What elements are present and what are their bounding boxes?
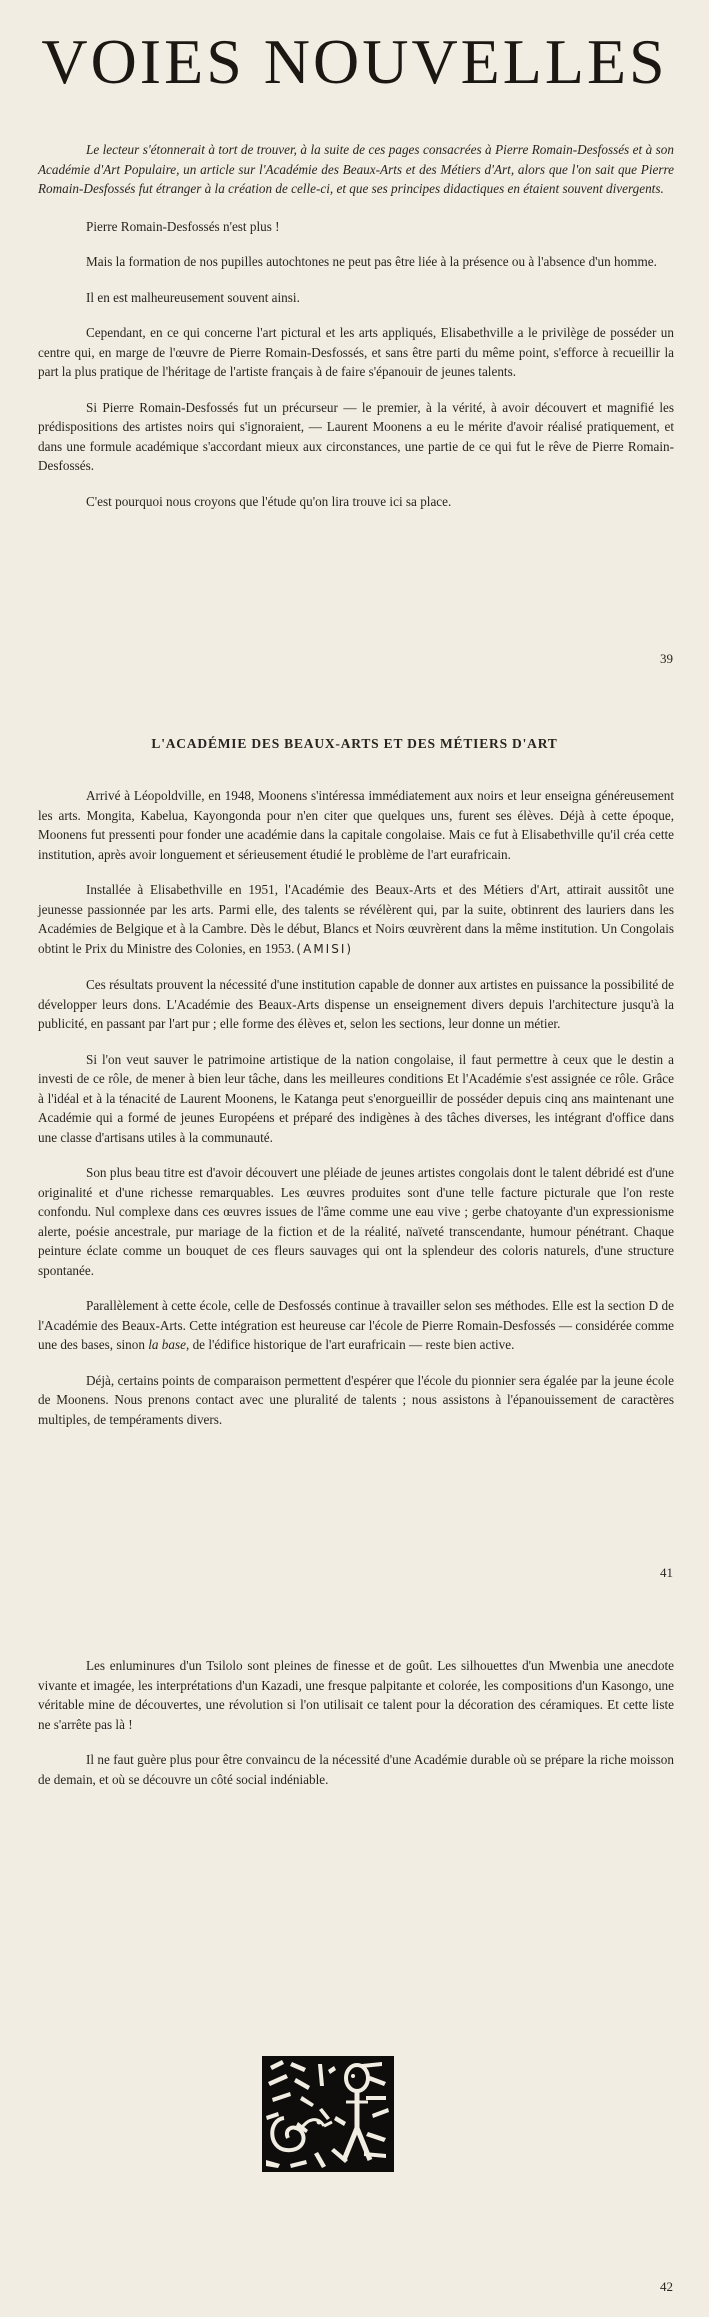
- intro-lead: Le lecteur s'étonnerait à tort de trouver, à la suite de ces pages consacrées à Pierre Romain-Desfossés et à son Académie d'Art Populaire, un article sur l'Académie des Beaux-Arts et des Métiers d'Art, alors que l'on sait que Pierre Romain-Desfossés fut étranger à la création de celle-ci, et que ses principes didactiques en étaient souvent divergents.: [38, 142, 674, 196]
- academie-paragraph: [38, 880, 674, 959]
- academie-paragraph-text: Installée à Elisabethville en 1951, l'Académie des Beaux-Arts et des Métiers d'Art, attirait aussitôt une jeunesse passionnée par les arts. Parmi elle, des talents se révélèrent qui, par la suite, obtinrent des lauriers dans les Académies de Belgique et à la Cambre. Dès le début, Blancs et Noirs œuvrèrent dans la même institution. Un Congolais obtint le Prix du Ministre des Colonies, en 1953.: [38, 882, 674, 956]
- page-number: 41: [660, 1565, 673, 1580]
- intro-paragraph: Si Pierre Romain-Desfossés fut un précurseur — le premier, à la vérité, à avoir découvert et magnifié les prédispositions des artistes noirs qui s'ignoraient, — Laurent Moonens a eu le mérite d'avoir réalisé pratiquement, et dans une formule académique s'accordant mieux aux circonstances, une partie de ce qui fut le rêve de Pierre Romain-Desfossés.: [38, 399, 674, 473]
- academie-paragraph: [38, 1296, 674, 1355]
- academie-paragraph: Déjà, certains points de comparaison permettent d'espérer que l'école du pionnier sera égalée par la jeune école de Moonens. Nous prenons contact avec une pluralité de talents ; nous assistons à l'épanouissement de caractères multiples, de tempéraments divers.: [38, 1372, 674, 1427]
- page-title: VOIES NOUVELLES: [41, 26, 668, 97]
- closing-section: [38, 1656, 674, 1805]
- emphasis: la base: [148, 1337, 186, 1352]
- section-title: L'ACADÉMIE DES BEAUX-ARTS ET DES MÉTIERS D'ART: [151, 736, 558, 751]
- intro-paragraph: Pierre Romain-Desfossés n'est plus !: [86, 218, 280, 234]
- closing-paragraph: Les enluminures d'un Tsilolo sont pleines de finesse et de goût. Les silhouettes d'un Mwenbia une anecdote vivante et imagée, les interprétations d'un Kazadi, une fresque palpitante et colorée, les compositions d'un Kasongo, une véritable mine de découvertes, une révolution si l'on utilisait ce talent pour la décoration des céramiques. Et cette liste ne s'arrête pas là !: [38, 1658, 674, 1732]
- intro-paragraph: Il en est malheureusement souvent ainsi.: [86, 289, 300, 305]
- academie-paragraph: Arrivé à Léopoldville, en 1948, Moonens s'intéressa immédiatement aux noirs et leur enseigna généreusement les arts. Mongita, Kabelua, Kayongonda pour n'en citer que quelques uns, furent ses élèves. Déjà à cette époque, Moonens fut pressenti pour fonder une académie dans la capitale congolaise. Mais ce fut à Elisabethville qu'il créa cette institution, après avoir longuement et sérieusement étudié le problème de l'art eurafricain.: [38, 788, 674, 862]
- handwritten-annotation: (AMISI): [296, 941, 354, 956]
- intro-paragraph: C'est pourquoi nous croyons que l'étude qu'on lira trouve ici sa place.: [86, 493, 452, 509]
- academie-section: [38, 786, 674, 1445]
- academie-paragraph: Son plus beau titre est d'avoir découvert une pléiade de jeunes artistes congolais dont le talent débridé est d'une originalité et d'une richesse remarquables. Les œuvres produites sont d'une telle facture picturale que l'on reste confondu. Nul complexe dans ces œuvres issues de l'âme comme une eau vive ; gerbe chatoyante d'un expressionisme alerte, poésie ancestrale, pur mariage de la fiction et de la réalité, naïveté transcendante, humour pénétrant. Chaque peinture éclate comme un bouquet de ces fleurs sauvages qui ont la splendeur des coloris naturels, d'une structure spontanée.: [38, 1165, 674, 1278]
- intro-paragraph: Cependant, en ce qui concerne l'art pictural et les arts appliqués, Elisabethville a le privilège de posséder un centre qui, en marge de l'œuvre de Pierre Romain-Desfossés, et sans être parti du même point, s'efforce à recueillir la part la plus pratique de l'héritage de l'artiste français à de faire s'épanouir de jeunes talents.: [38, 325, 674, 379]
- academie-paragraph-text: , de l'édifice historique de l'art eurafricain — reste bien active.: [185, 1337, 515, 1352]
- page-number: 42: [660, 2279, 673, 2294]
- academie-paragraph-text: Parallèlement à cette école, celle de Desfossés continue à travailler selon ses méthodes. Elle est la section D de l'Académie des Beaux-Arts. Cette intégration est heureuse car l'école de Pierre Romain-Desfossés — considérée comme une des bases, sinon: [38, 1298, 674, 1352]
- academie-paragraph: Ces résultats prouvent la nécessité d'une institution capable de donner aux artistes en puissance la possibilité de développer leurs dons. L'Académie des Beaux-Arts dispense un enseignement divers depuis l'architecture jusqu'à la publicité, en passant par l'art pur ; elle forme des élèves et, selon les sections, leur donne un métier.: [38, 977, 674, 1031]
- intro-section: [38, 140, 674, 527]
- bird-figure-woodcut-icon: [262, 2056, 394, 2172]
- intro-paragraph: Mais la formation de nos pupilles autochtones ne peut pas être liée à la présence ou à l'absence d'un homme.: [86, 254, 657, 269]
- closing-paragraph: Il ne faut guère plus pour être convaincu de la nécessité d'une Académie durable où se prépare la riche moisson de demain, et où se découvre un côté social indéniable.: [38, 1752, 674, 1787]
- page-number: 39: [660, 651, 673, 666]
- academie-paragraph: Si l'on veut sauver le patrimoine artistique de la nation congolaise, il faut permettre à ceux que le destin a investi de ce rôle, de mener à bien leur tâche, dans les meilleures conditions Et l'Académie s'est assignée ce rôle. Grâce à l'idéal et à la ténacité de Laurent Moonens, le Katanga peut s'enorgueillir de posséder depuis cinq ans maintenant une Académie qui a formé de jeunes Européens et préparé des indigènes à des tâches diverses, les intégrant d'office dans une classe d'artisans utiles à la communauté.: [38, 1051, 674, 1145]
